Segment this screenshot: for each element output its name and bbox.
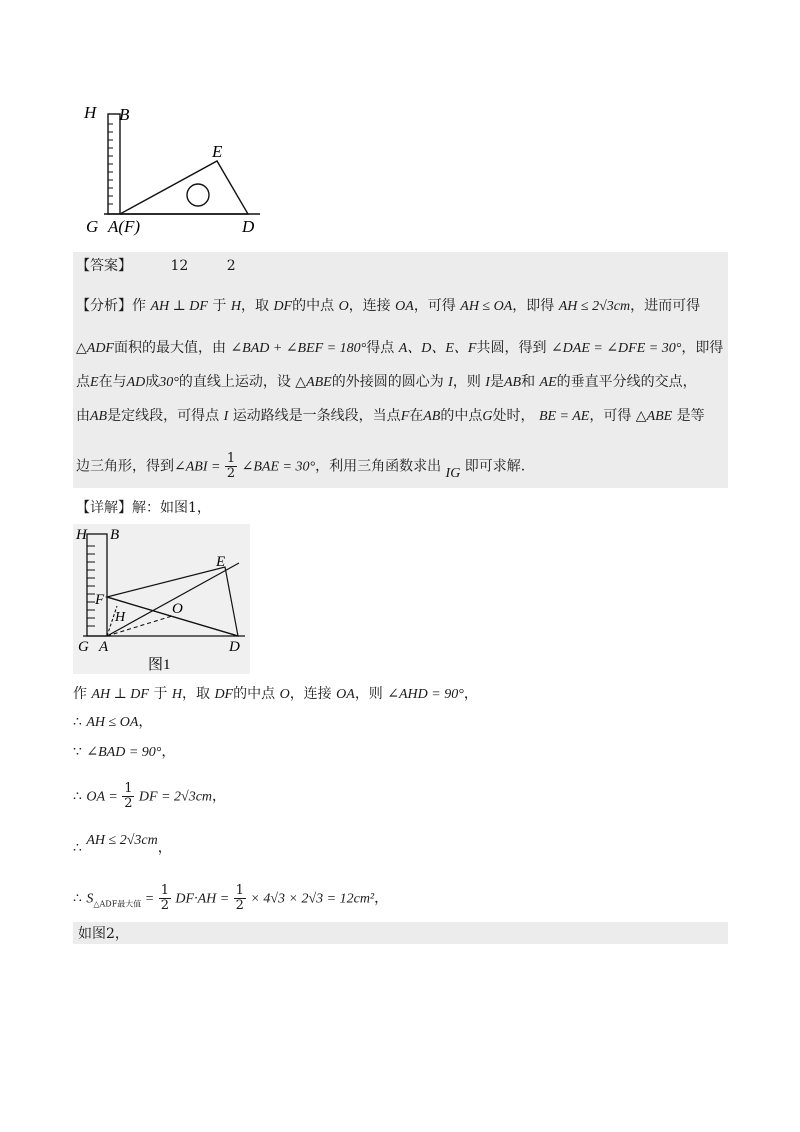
therefore-symbol: ∴ [73,788,82,805]
math: DF [273,299,293,314]
top-figure [80,100,270,240]
math: ∠BAE = 30° [241,459,316,475]
frac-den: 2 [160,898,169,913]
text: ，则 [452,374,481,390]
text: ，则 [354,686,383,702]
text: 成 [145,374,160,390]
label-O: O [172,601,183,617]
label-F: F [95,592,105,608]
text: 解：如图1， [132,500,211,516]
math: AH ⊥ DF [150,299,208,314]
math: H [171,687,182,702]
label-D: D [242,217,255,236]
text: 处时， [492,408,535,424]
proof-line-1 [73,684,478,705]
therefore-symbol: ∴ [73,890,82,907]
text: ，连接 [289,686,332,702]
math: AH ⊥ DF [91,687,149,702]
triangle-hole [187,184,209,206]
label-H-foot: H [115,610,126,625]
text: ，即得 [512,298,555,314]
text: ，利用三角函数求出 [315,458,442,475]
text: 边三角形，得到 [76,458,174,475]
frac-den: 2 [235,898,244,913]
frac-den: 2 [226,466,236,481]
text: ， [161,744,176,760]
text: ，取 [240,298,269,314]
math: 30° [159,375,179,390]
math: ∠BAD = 90° [86,745,162,760]
text: ， [374,890,389,907]
therefore-symbol: ∴ [73,840,82,856]
proof-line-7 [78,924,129,944]
text: 的中点 [292,298,335,314]
text: 是等 [676,408,705,424]
detail-line [76,498,211,518]
math: A、D、E、F [398,341,477,356]
math: AB [90,409,108,424]
frac-num: 1 [124,781,133,796]
math: F [400,409,410,424]
math: △ABE [295,375,332,390]
answer-value-2: 2 [226,258,236,274]
text: 得点 [366,340,395,356]
answer-line [76,256,236,276]
text: 共圆，得到 [476,340,547,356]
text: ，取 [181,686,210,702]
text: 的中点 [440,408,483,424]
therefore-symbol: ∴ [73,714,82,730]
math: DF = 2√3cm [138,789,213,805]
proof-line-5 [73,830,172,856]
frac-num: 1 [235,883,244,898]
text: ，可得 [589,408,632,424]
math: DF [214,687,234,702]
text: 是定线段，可得点 [107,408,220,424]
analysis-line-1 [76,296,700,317]
text: 点 [76,374,90,390]
math: AB [503,375,522,390]
proof-line-6 [73,884,388,914]
frac-num: 1 [226,451,236,466]
math: △ADF [76,341,114,356]
text: ，进而可得 [630,298,701,314]
text: ，可得 [413,298,456,314]
text: ， [212,788,227,805]
text: 的中点 [233,686,276,702]
analysis-tag: 【分析】 [76,298,132,314]
analysis-line-2 [76,338,723,359]
label-H: H [84,103,97,122]
text: 面积的最大值，由 [113,340,226,356]
label-B: B [110,527,120,543]
text: 作 [73,686,87,702]
math: I [448,375,453,390]
fraction-half [159,884,171,913]
triangle-afe-d [120,161,248,214]
math: OA = [86,789,118,805]
math: BE = AE [538,409,590,424]
math: AE [539,375,557,390]
math: H [230,299,241,314]
label-A: A [99,639,109,655]
text: 的直线上运动，设 [178,374,291,390]
analysis-line-5 [76,452,525,481]
proof-line-4 [73,782,226,811]
figure-1 [73,524,250,674]
text: 的垂直平分线的交点， [556,374,697,390]
math: △ABE [635,409,673,424]
label-A-F: A(F) [108,217,141,236]
math: = [141,891,155,907]
proof-line-2 [73,712,152,733]
math: O [279,687,290,702]
fraction-half [122,782,134,811]
text: 运动路线是一条线段，当点 [232,408,401,424]
label-G: G [78,639,89,655]
math: I [223,409,229,424]
frac-num: 1 [160,883,169,898]
text: ，连接 [348,298,391,314]
label-D: D [229,639,240,655]
math: AH ≤ 2√3cm [558,299,631,314]
text: ， [463,686,478,702]
text: 的外接圆的圆心为 [331,374,444,390]
math: IG [445,465,461,481]
math: AD [126,375,146,390]
math: AB [423,409,441,424]
text: ， [138,714,153,730]
text: ，即得 [681,340,724,356]
math: AH ≤ OA [460,299,513,314]
label-E: E [216,554,226,570]
math: G [482,409,493,424]
math: AH ≤ OA [86,715,139,730]
label-B: B [119,105,130,124]
text: 于 [212,298,227,314]
math: × 4√3 × 2√3 = 12cm² [250,891,375,907]
fraction-half [225,452,237,481]
math: OA [336,687,355,702]
math: ∠ABI = [174,459,221,475]
proof-line-3 [73,742,175,763]
text: 即可求解. [464,458,526,475]
math: OA [395,299,414,314]
label-G: G [86,217,99,236]
frac-den: 2 [124,796,133,811]
figure2-shade [73,922,728,944]
text: 在与 [98,374,127,390]
math: ∠DAE = ∠DFE = 30° [550,341,682,356]
math: E [90,375,99,390]
math: ∠BAD + ∠BEF = 180° [230,341,367,356]
text: 在 [409,408,424,424]
text: ， [157,840,172,856]
answer-tag: 【答案】 [76,258,132,274]
math: O [338,299,349,314]
answer-value-1: 12 [170,258,189,274]
detail-tag: 【详解】 [76,500,132,516]
because-symbol: ∵ [73,744,82,760]
fraction-half [234,884,246,913]
math: I [485,375,490,390]
text: 如图2， [78,926,129,942]
math-subscript: △ADF最大值 [93,899,142,909]
math: DF·AH = [175,891,230,907]
figure-caption: 图1 [148,657,171,673]
analysis-line-4 [76,406,705,427]
text: 和 [521,374,536,390]
label-E: E [212,142,223,161]
math: ∠AHD = 90° [387,687,464,702]
analysis-line-3 [76,372,697,393]
math: AH ≤ 2√3cm [86,833,158,848]
text: 由 [76,408,90,424]
text: 于 [153,686,168,702]
text: 作 [132,298,146,314]
math: S [86,891,94,907]
label-H: H [76,527,87,543]
ruler-ticks [108,124,113,204]
text: 是 [489,374,504,390]
